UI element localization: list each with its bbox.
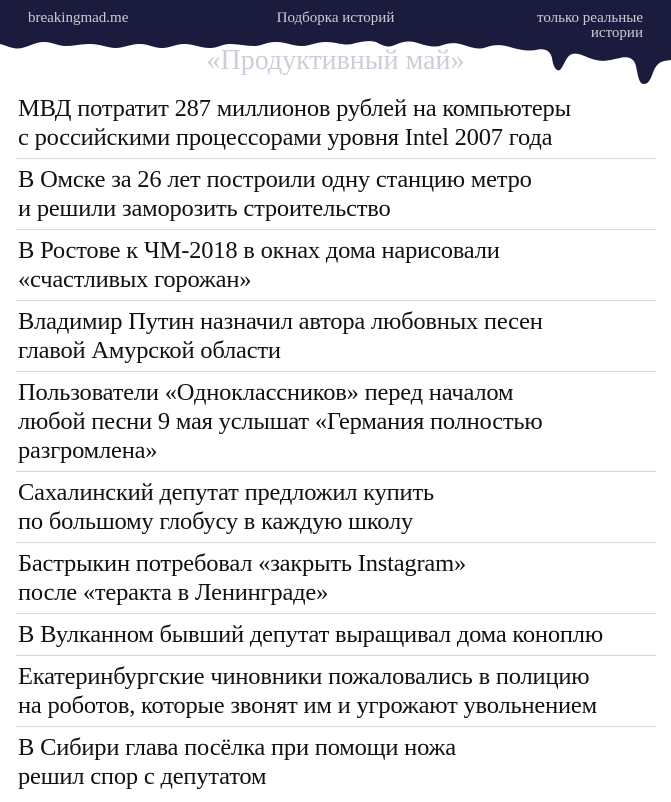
story-item[interactable]: Сахалинский депутат предложил купить по большому глобусу в каждую школу [16, 472, 656, 543]
story-item[interactable]: Пользователи «Одноклассников» перед началом любой песни 9 мая услышат «Германия полностью разгромлена» [16, 372, 656, 472]
story-item[interactable]: Бастрыкин потребовал «закрыть Instagram» после «теракта в Ленинграде» [16, 543, 656, 614]
site-header [0, 0, 671, 90]
story-item[interactable]: В Омске за 26 лет построили одну станцию метро и решили заморозить строительство [16, 159, 656, 230]
site-tagline: только реальные истории [537, 10, 643, 41]
story-list [16, 88, 656, 797]
story-item[interactable]: В Вулканном бывший депутат выращивал дома коноплю [16, 614, 656, 656]
section-label: Подборка историй [276, 10, 395, 26]
collection-title: «Продуктивный май» [206, 45, 465, 76]
story-item[interactable]: В Ростове к ЧМ-2018 в окнах дома нарисовали «счастливых горожан» [16, 230, 656, 301]
story-item[interactable]: МВД потратит 287 миллионов рублей на компьютеры с российскими процессорами уровня Intel 2007 года [16, 88, 656, 159]
site-name-link[interactable]: breakingmad.me [28, 10, 129, 26]
story-item[interactable]: Владимир Путин назначил автора любовных песен главой Амурской области [16, 301, 656, 372]
story-item[interactable]: Екатеринбургские чиновники пожаловались в полицию на роботов, которые звонят им и угрожают увольнением [16, 656, 656, 727]
story-item[interactable]: В Сибири глава посёлка при помощи ножа решил спор с депутатом [18, 734, 456, 790]
